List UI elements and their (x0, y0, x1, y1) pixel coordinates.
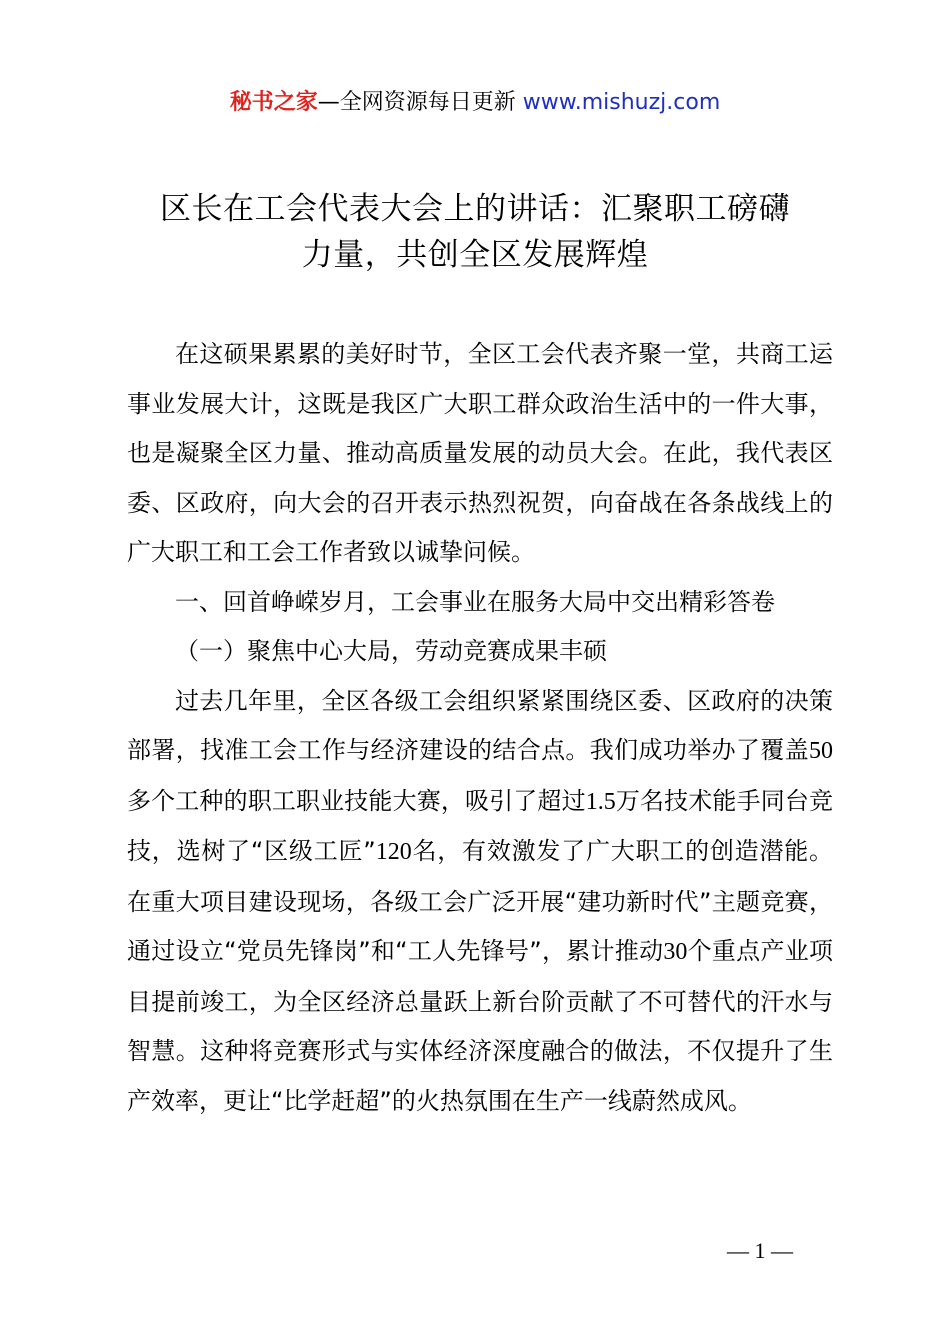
title-line-1: 区长在工会代表大会上的讲话：汇聚职工磅礴 (160, 191, 790, 227)
document-title (110, 186, 840, 278)
site-header (0, 86, 950, 120)
intro-paragraph: 在这硕果累累的美好时节，全区工会代表齐聚一堂，共商工运事业发展大计，这既是我区广大职工群众政治生活中的一件大事，也是凝聚全区力量、推动高质量发展的动员大会。在此，我代表区委、区政府，向大会的召开表示热烈祝贺，向奋战在各条战线上的广大职工和工会工作者致以诚挚问候。 (127, 340, 833, 566)
number-value: 50 (809, 738, 833, 764)
title-line-2: 力量，共创全区发展辉煌 (301, 237, 649, 273)
paragraph-text: 过去几年里，全区各级工会组织紧紧围绕区委、区政府的决策部署，找准工会工作与经济建设的结合点。我们成功举办了覆盖 (127, 686, 833, 764)
brand-name: 秘书之家 (229, 90, 318, 115)
section-heading: 一、回首峥嵘岁月，工会事业在服务大局中交出精彩答卷 (175, 587, 775, 616)
number-value: 1.5 (585, 788, 616, 815)
header-slogan: —全网资源每日更新 (317, 90, 516, 115)
page-number: — 1 — (727, 1238, 793, 1263)
subsection-heading: （一）聚焦中心大局，劳动竞赛成果丰硕 (175, 637, 607, 665)
document-body (127, 330, 833, 1126)
paragraph-text: 万名技术能手同台竞技，选树了“区级工匠” (127, 786, 834, 865)
paragraph-text: 个重点产业项目提前竣工，为全区经济总量跃上新台阶贡献了不可替代的汗水与智慧。这种将竞赛形式与实体经济深度融合的做法，不仅提升了生产效率，更让“比学赶超”的火热氛围在生产一线蔚然成风。 (127, 937, 834, 1115)
number-value: 30 (663, 939, 688, 965)
paragraph-text: 多个工种的职工职业技能大赛，吸引了超过 (127, 786, 586, 815)
paragraph-text: 名，有效激发了广大职工的创造潜能。在重大项目建设现场，各级工会广泛开展“建功新时代”主题竞赛，通过设立“党员先锋岗”和“工人先锋号”，累计推动 (127, 837, 834, 965)
site-url-link[interactable]: www.mishuzj.com (522, 90, 721, 115)
body-paragraph (127, 677, 833, 1127)
number-value: 120 (375, 839, 412, 865)
